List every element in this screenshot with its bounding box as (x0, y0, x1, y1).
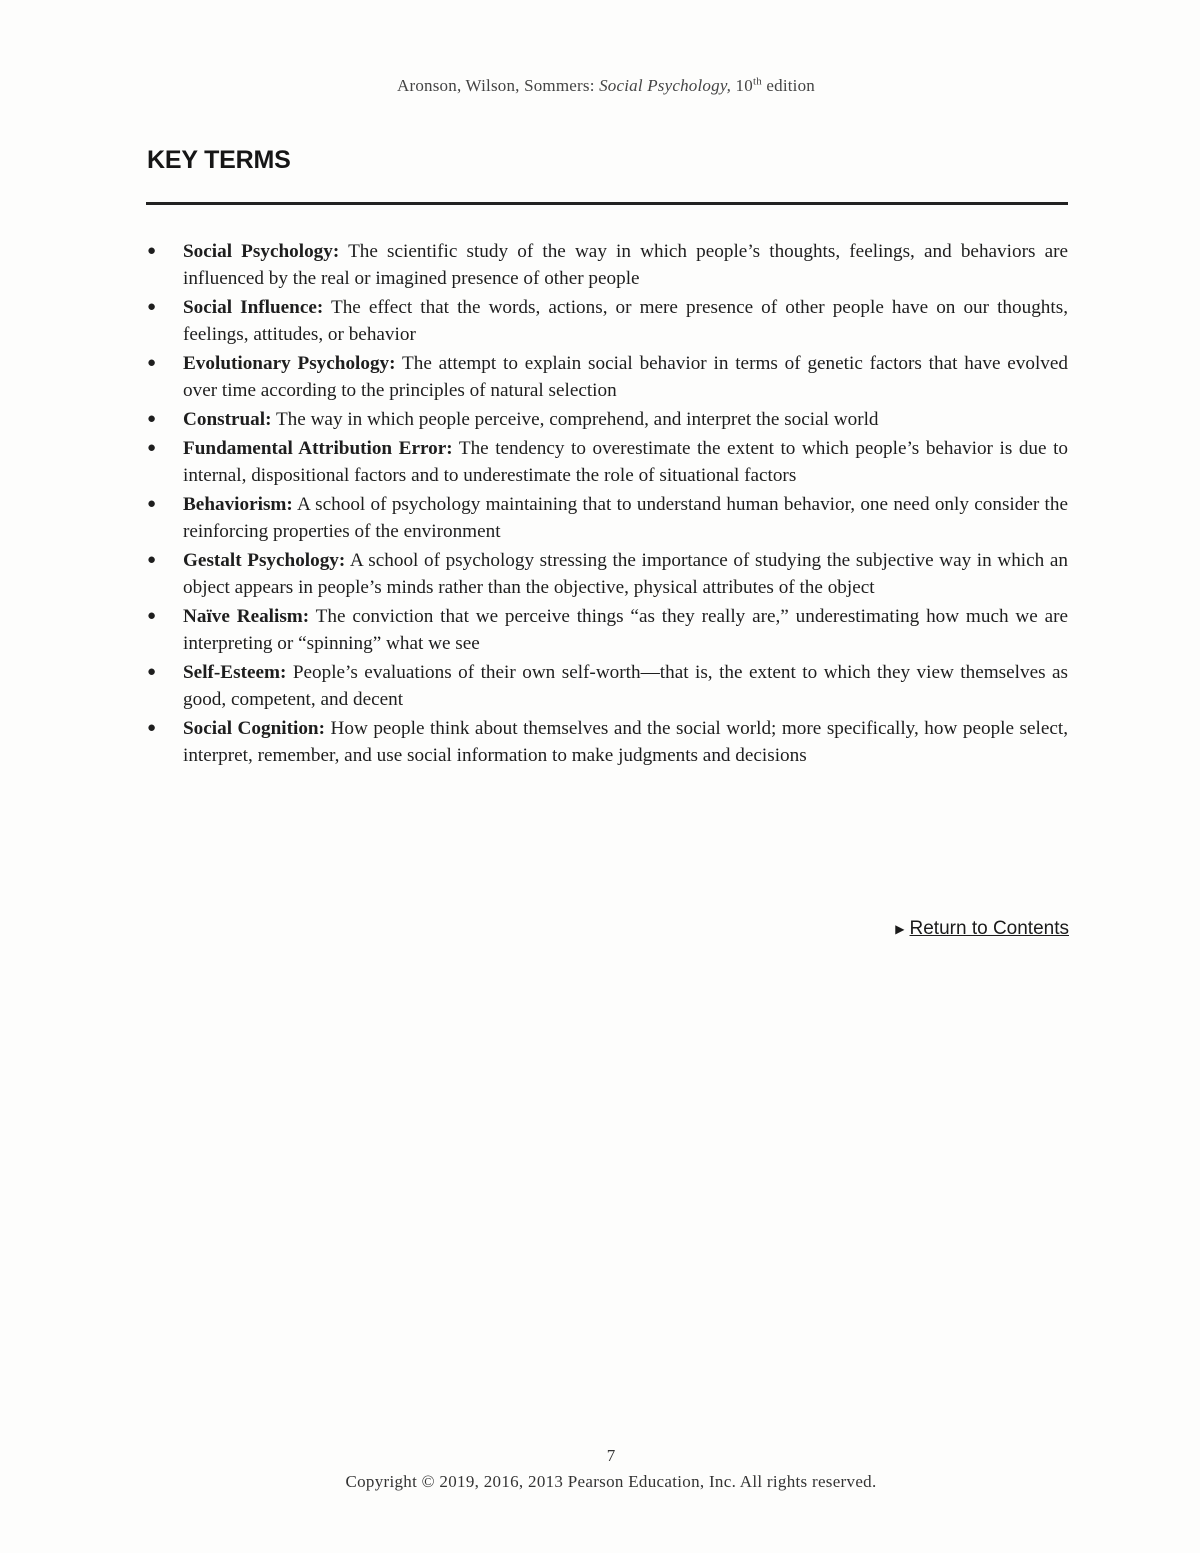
bullet-icon: ● (147, 496, 157, 512)
term-definition: The effect that the words, actions, or mere presence of other people have on our thoughts, feelings, attitudes, or behavior (183, 297, 1068, 345)
term-definition: People’s evaluations of their own self-worth—that is, the extent to which they view themselves as good, competent, and decent (183, 662, 1069, 710)
term-definition: A school of psychology stressing the importance of studying the subjective way in which an object appears in people’s minds rather than the objective, physical attributes of the object (183, 550, 1068, 598)
header-edition-word: edition (766, 76, 815, 95)
key-term-item (146, 547, 1068, 601)
copyright-notice: Copyright © 2019, 2016, 2013 Pearson Education, Inc. All rights reserved. (345, 1472, 877, 1491)
bullet-icon: ● (147, 243, 157, 259)
key-terms-list (146, 238, 1068, 771)
bullet-icon: ● (147, 299, 157, 315)
running-header (0, 76, 1200, 96)
term-definition: How people think about themselves and the social world; more specifically, how people select, interpret, remember, and use social information to make judgments and decisions (183, 718, 1068, 766)
key-term-item (146, 603, 1068, 657)
bullet-icon: ● (147, 440, 157, 456)
key-term-item (146, 350, 1068, 404)
term-definition: The scientific study of the way in which people’s thoughts, feelings, and behaviors are influenced by the real or imagined presence of other people (183, 241, 1068, 289)
bullet-icon: ● (147, 664, 157, 680)
term-name: Behaviorism: (183, 494, 293, 515)
term-definition: The tendency to overestimate the extent to which people’s behavior is due to internal, dispositional factors and to underestimate the role of situational factors (183, 438, 1068, 486)
term-definition: The conviction that we perceive things “as they really are,” underestimating how much we are interpreting or “spinning” what we see (183, 606, 1068, 654)
term-name: Social Psychology: (183, 241, 340, 262)
term-name: Evolutionary Psychology: (183, 353, 396, 374)
term-name: Social Influence: (183, 297, 324, 318)
bullet-icon: ● (147, 411, 157, 427)
header-authors: Aronson, Wilson, Sommers: (397, 76, 595, 95)
term-name: Construal: (183, 409, 272, 430)
term-name: Naïve Realism: (183, 606, 310, 627)
term-definition: The way in which people perceive, comprehend, and interpret the social world (275, 409, 879, 430)
section-title: KEY TERMS (147, 146, 291, 174)
page-number: 7 (606, 1446, 616, 1465)
key-term-item (146, 715, 1068, 769)
key-term-item (146, 491, 1068, 545)
return-to-contents-link[interactable] (895, 918, 1069, 940)
term-name: Social Cognition: (183, 718, 325, 739)
bullet-icon: ● (147, 552, 157, 568)
header-book-title: Social Psychology, (599, 76, 732, 95)
bullet-icon: ● (147, 720, 157, 736)
bullet-icon: ● (147, 355, 157, 371)
title-divider (146, 202, 1068, 205)
term-name: Fundamental Attribution Error: (183, 438, 453, 459)
term-definition: The attempt to explain social behavior in terms of genetic factors that have evolved over time according to the principles of natural selection (183, 353, 1068, 401)
term-name: Self-Esteem: (183, 662, 287, 683)
play-arrow-icon: ▶ (895, 922, 905, 936)
return-link-label: Return to Contents (909, 918, 1069, 939)
bullet-icon: ● (147, 608, 157, 624)
header-edition-suffix: th (752, 75, 762, 88)
key-term-item (146, 294, 1068, 348)
header-edition-number: 10 (735, 76, 753, 95)
key-term-item (146, 659, 1068, 713)
key-term-item (146, 435, 1068, 489)
key-term-item (146, 406, 1068, 433)
term-definition: A school of psychology maintaining that to understand human behavior, one need only consider the reinforcing properties of the environment (183, 494, 1068, 542)
term-name: Gestalt Psychology: (183, 550, 346, 571)
key-term-item (146, 238, 1068, 292)
